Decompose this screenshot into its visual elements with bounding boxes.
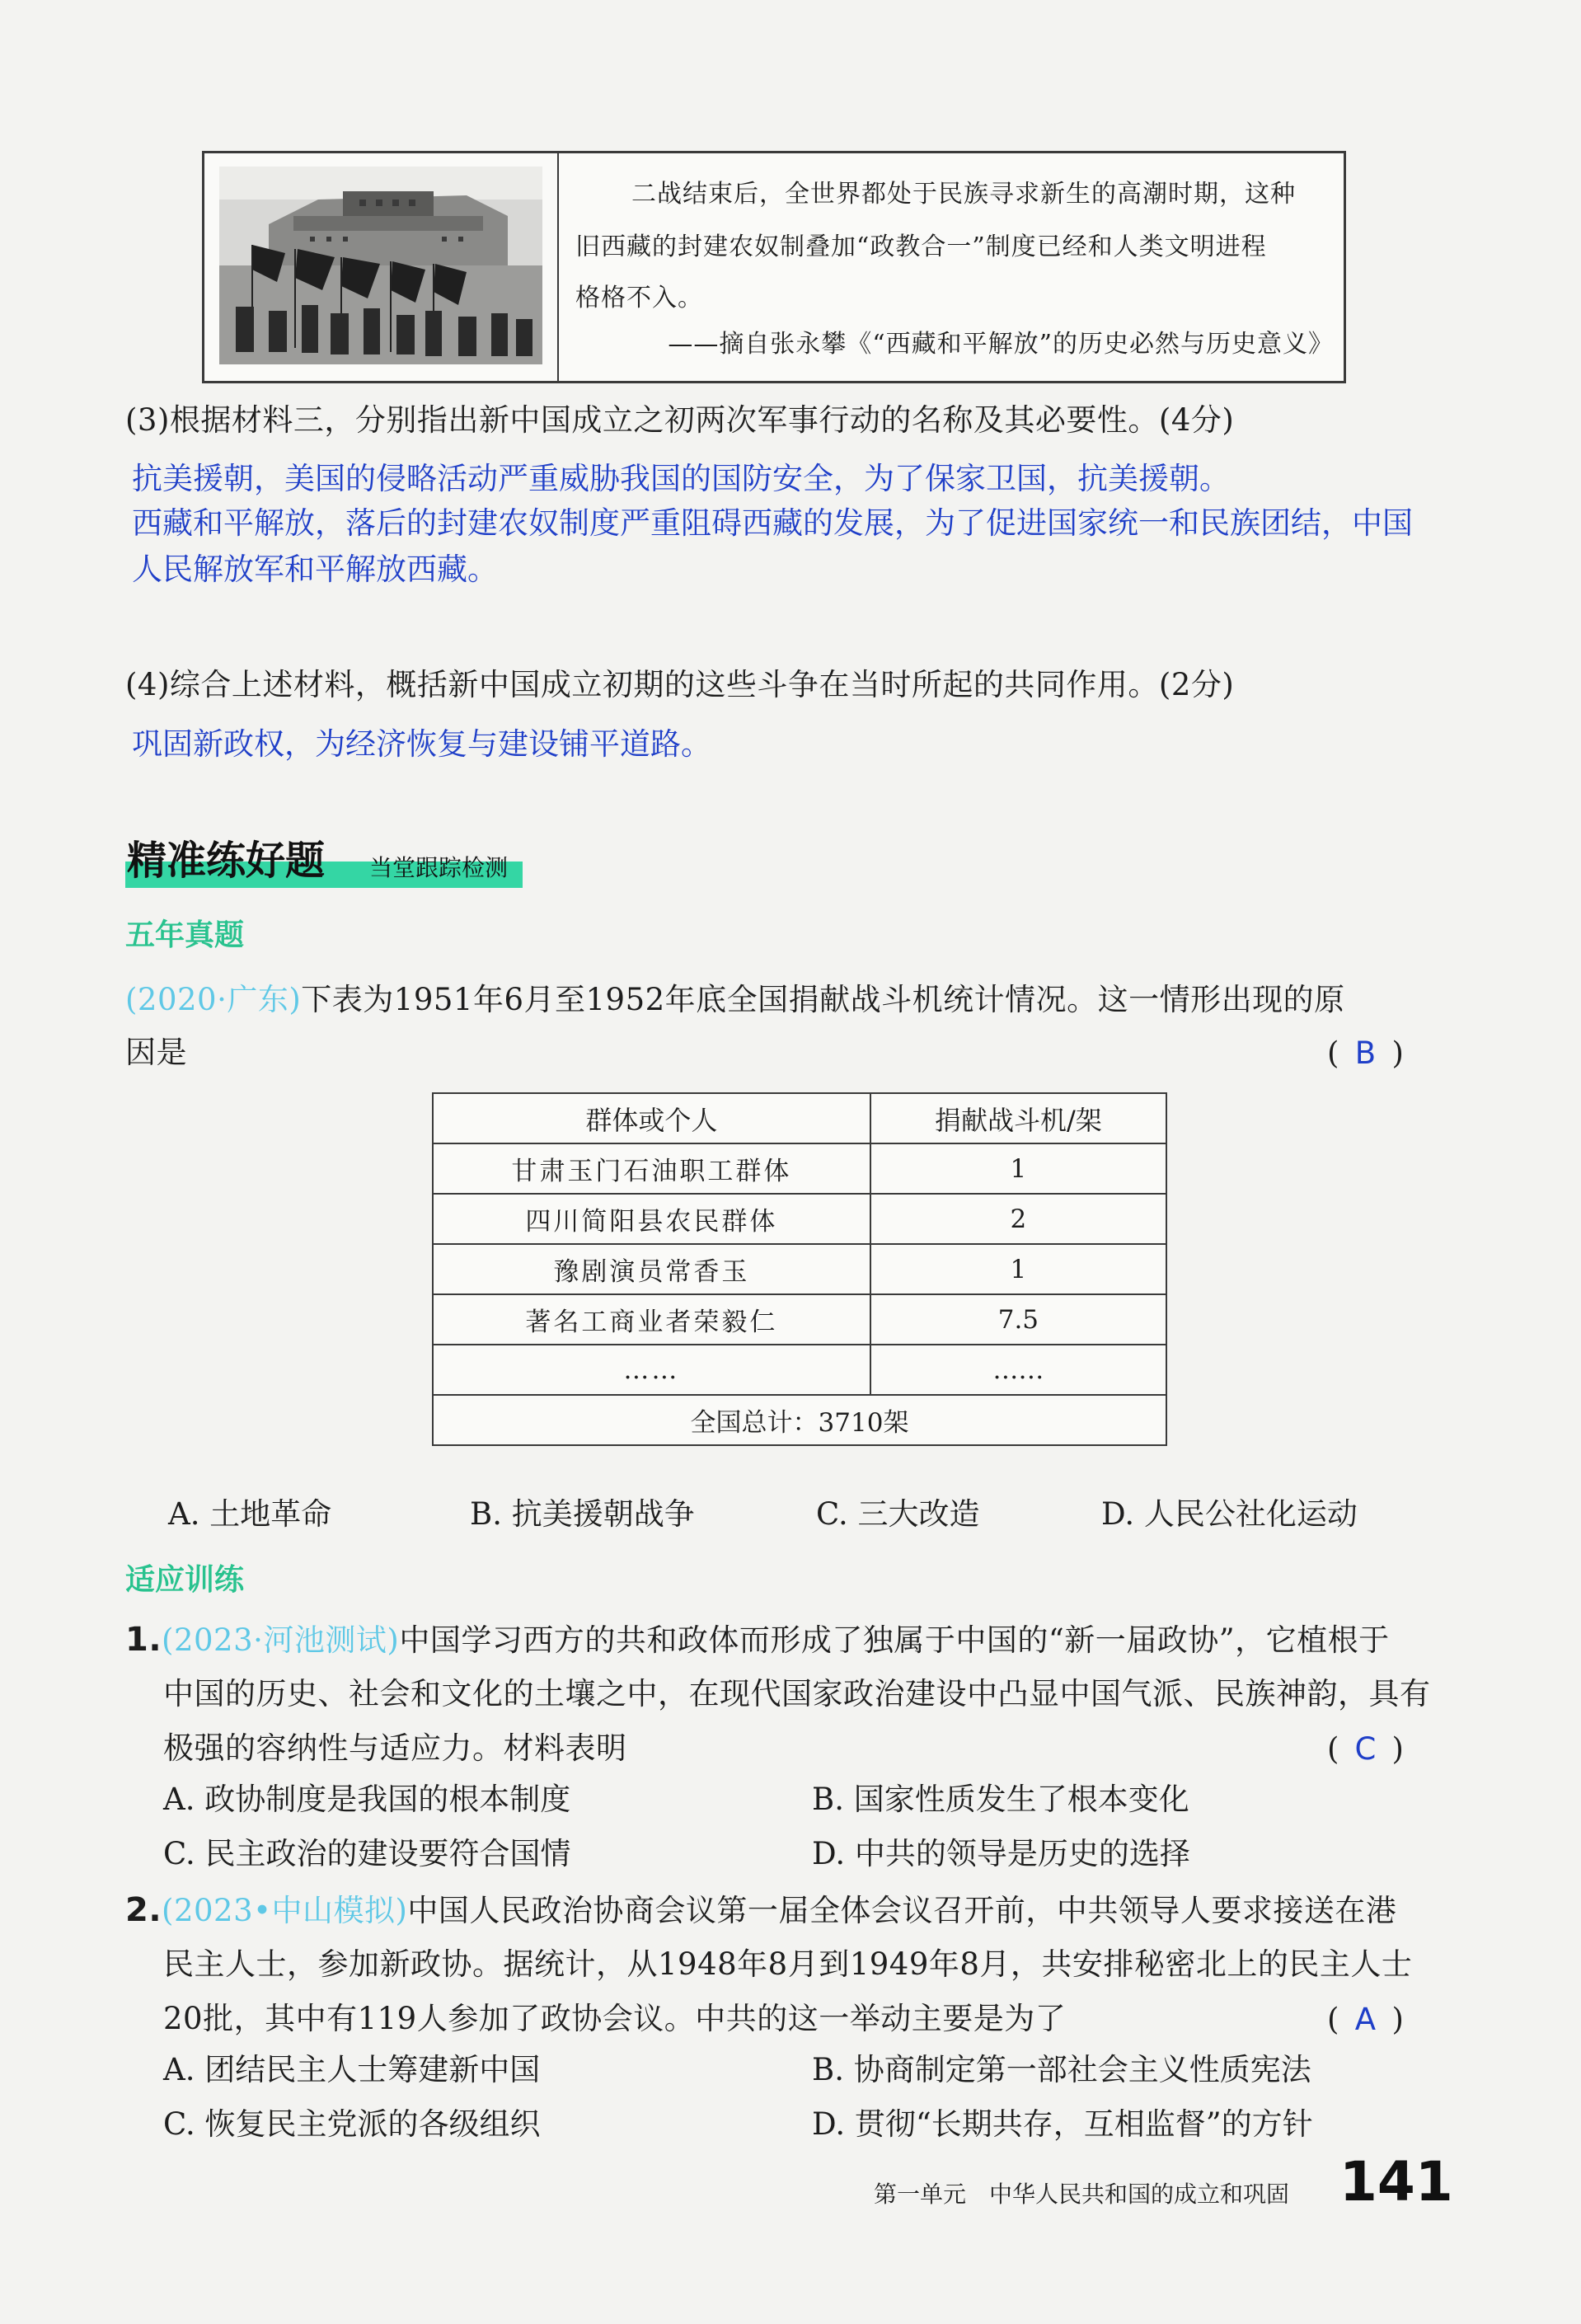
table-header: 群体或个人 xyxy=(433,1093,870,1143)
practice-q2-line xyxy=(125,1883,1396,1938)
practice-q1-line: 中国的历史、社会和文化的土壤之中，在现代国家政治建设中凸显中国气派、民族神韵，具有 xyxy=(163,1676,1431,1711)
real-exam-title: 五年真题 xyxy=(125,918,245,952)
option-a[interactable]: A. 土地革命 xyxy=(168,1496,332,1532)
quote-line: 格格不入。 xyxy=(575,284,703,312)
answer-4: 巩固新政权，为经济恢复与建设铺平道路。 xyxy=(132,726,711,762)
answer-3-line: 西藏和平解放，落后的封建农奴制度严重阻碍西藏的发展，为了促进国家统一和民族团结，中国 xyxy=(132,505,1413,541)
real-exam-stem-line2: 因是 xyxy=(125,1035,187,1070)
footer-unit: 第一单元 中华人民共和国的成立和巩固 xyxy=(874,2181,1290,2208)
question-number: 1. xyxy=(125,1621,162,1659)
table-row xyxy=(433,1345,1166,1395)
table-header-row xyxy=(433,1093,1166,1143)
table-cell: 1 xyxy=(870,1143,1166,1194)
table-row xyxy=(433,1294,1166,1345)
option-d[interactable]: D. 贯彻“长期共存，互相监督”的方针 xyxy=(812,2106,1313,2142)
practice-q1-line: 极强的容纳性与适应力。材料表明 xyxy=(163,1730,627,1766)
table-cell: 四川简阳县农民群体 xyxy=(433,1194,870,1244)
question-source: (2020·广东) xyxy=(125,982,302,1017)
option-a[interactable]: A. 政协制度是我国的根本制度 xyxy=(163,1782,571,1817)
question-4: (4)综合上述材料，概括新中国成立初期的这些斗争在当时所起的共同作用。(2分) xyxy=(125,667,1235,702)
section-subtitle: 当堂跟踪检测 xyxy=(369,854,509,881)
table-row xyxy=(433,1244,1166,1294)
question-3: (3)根据材料三，分别指出新中国成立之初两次军事行动的名称及其必要性。(4分) xyxy=(125,402,1235,438)
stem-text: 下表为1951年6月至1952年底全国捐献战斗机统计情况。这一情形出现的原 xyxy=(301,982,1345,1017)
table-cell: 1 xyxy=(870,1244,1166,1294)
option-d[interactable]: D. 人民公社化运动 xyxy=(1101,1496,1358,1532)
historical-photo xyxy=(219,167,542,364)
table-cell: 著名工商业者荣毅仁 xyxy=(433,1294,870,1345)
question-number: 2. xyxy=(125,1891,162,1929)
box-divider xyxy=(557,153,559,381)
option-b[interactable]: B. 国家性质发生了根本变化 xyxy=(812,1782,1189,1817)
option-c[interactable]: C. 恢复民主党派的各级组织 xyxy=(163,2106,541,2142)
donation-table xyxy=(432,1092,1167,1446)
answer-bracket: ( C ) xyxy=(1327,1731,1404,1767)
table-cell: …… xyxy=(433,1345,870,1395)
quote-line: 旧西藏的封建农奴制叠加“政教合一”制度已经和人类文明进程 xyxy=(575,232,1267,261)
table-header: 捐献战斗机/架 xyxy=(870,1093,1166,1143)
practice-title: 适应训练 xyxy=(125,1563,245,1597)
question-source: (2023·河池测试) xyxy=(162,1622,400,1658)
table-cell: 豫剧演员常香玉 xyxy=(433,1244,870,1294)
practice-q2-line: 20批，其中有119人参加了政协会议。中共的这一举动主要是为了 xyxy=(163,2001,1067,2036)
potala-palace-photo-image xyxy=(219,167,542,364)
question-source: (2023•中山模拟) xyxy=(162,1893,408,1928)
page-number: 141 xyxy=(1339,2150,1453,2214)
table-cell: 2 xyxy=(870,1194,1166,1244)
answer-bracket: ( A ) xyxy=(1327,2002,1404,2037)
section-title: 精准练好题 xyxy=(127,838,326,884)
real-exam-stem xyxy=(125,973,1345,1027)
answer-letter: B xyxy=(1354,1035,1377,1071)
table-cell: 7.5 xyxy=(870,1294,1166,1345)
practice-q2-line: 民主人士，参加新政协。据统计，从1948年8月到1949年8月，共安排秘密北上的民主人士 xyxy=(163,1946,1413,1982)
quote-source: ——摘自张永攀《“西藏和平解放”的历史必然与历史意义》 xyxy=(668,330,1334,359)
table-cell: …… xyxy=(870,1345,1166,1395)
table-total: 全国总计：3710架 xyxy=(433,1395,1166,1445)
table-row xyxy=(433,1143,1166,1194)
option-c[interactable]: C. 三大改造 xyxy=(816,1496,980,1532)
option-a[interactable]: A. 团结民主人士筹建新中国 xyxy=(163,2052,541,2087)
stem-text: 中国人民政治协商会议第一届全体会议召开前，中共领导人要求接送在港 xyxy=(407,1893,1397,1928)
answer-letter: A xyxy=(1354,2002,1377,2037)
answer-bracket: ( B ) xyxy=(1327,1035,1404,1071)
table-total-row xyxy=(433,1395,1166,1445)
option-b[interactable]: B. 抗美援朝战争 xyxy=(470,1496,695,1532)
answer-letter: C xyxy=(1354,1731,1377,1767)
option-b[interactable]: B. 协商制定第一部社会主义性质宪法 xyxy=(812,2052,1311,2087)
material-quote xyxy=(575,168,1334,364)
answer-3-line: 人民解放军和平解放西藏。 xyxy=(132,552,498,587)
option-d[interactable]: D. 中共的领导是历史的选择 xyxy=(812,1836,1190,1871)
material-box xyxy=(202,151,1346,383)
quote-line: 二战结束后，全世界都处于民族寻求新生的高潮时期，这种 xyxy=(631,180,1296,209)
stem-text: 中国学习西方的共和政体而形成了独属于中国的“新一届政协”，它植根于 xyxy=(399,1622,1390,1658)
table-cell: 甘肃玉门石油职工群体 xyxy=(433,1143,870,1194)
option-c[interactable]: C. 民主政治的建设要符合国情 xyxy=(163,1836,571,1871)
table-row xyxy=(433,1194,1166,1244)
practice-q1-line xyxy=(125,1613,1390,1668)
answer-3-line: 抗美援朝，美国的侵略活动严重威胁我国的国防安全，为了保家卫国，抗美援朝。 xyxy=(132,461,1230,496)
